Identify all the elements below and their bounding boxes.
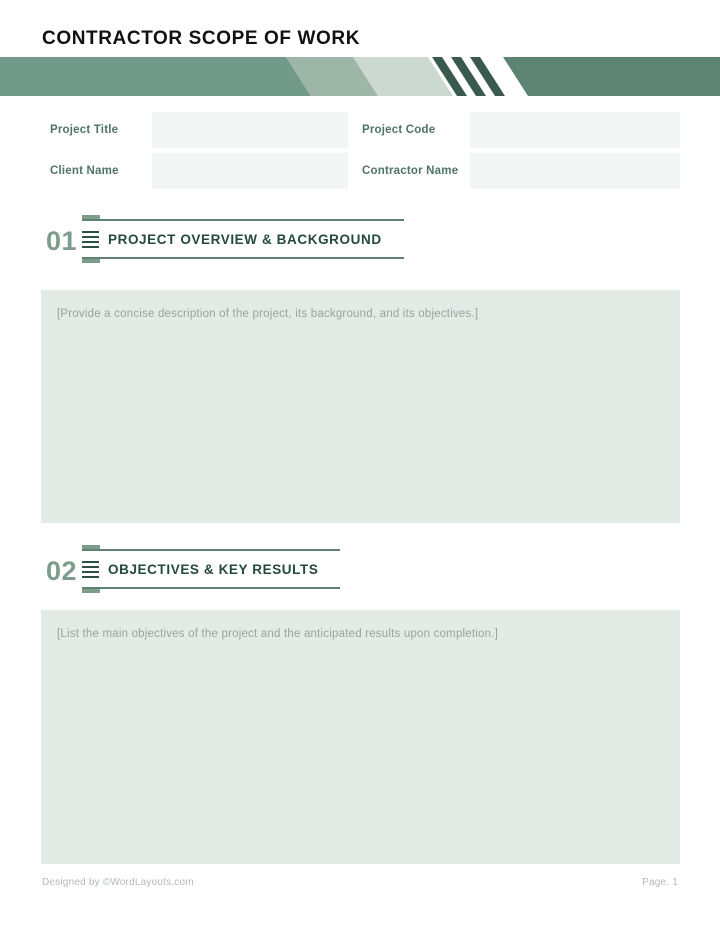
rule-line bbox=[82, 587, 340, 589]
contractor-name-input[interactable] bbox=[470, 153, 680, 189]
contractor-name-label: Contractor Name bbox=[362, 165, 459, 177]
dash-accent bbox=[82, 545, 100, 549]
section-lines-icon bbox=[82, 231, 99, 248]
section-1-content-area[interactable] bbox=[41, 290, 680, 523]
section-1-header bbox=[82, 219, 404, 259]
section-1-title: PROJECT OVERVIEW & BACKGROUND bbox=[108, 231, 382, 247]
footer-page-number: Page. 1 bbox=[642, 877, 678, 888]
dash-accent bbox=[82, 259, 100, 263]
banner-stripe-graphic bbox=[0, 57, 720, 96]
section-2-title: OBJECTIVES & KEY RESULTS bbox=[108, 561, 319, 577]
rule-line bbox=[82, 219, 404, 221]
section-1-placeholder: [Provide a concise description of the project, its background, and its objectives.] bbox=[57, 308, 479, 320]
section-1-number: 01 bbox=[46, 226, 78, 256]
section-2-header bbox=[82, 549, 340, 589]
dash-accent bbox=[82, 589, 100, 593]
project-code-input[interactable] bbox=[470, 112, 680, 148]
section-2-placeholder: [List the main objectives of the project and the anticipated results upon completion.] bbox=[57, 628, 499, 640]
page-title: CONTRACTOR SCOPE OF WORK bbox=[42, 28, 361, 49]
project-code-label: Project Code bbox=[362, 124, 436, 136]
rule-line bbox=[82, 257, 404, 259]
section-lines-icon bbox=[82, 561, 99, 578]
dash-accent bbox=[82, 215, 100, 219]
project-title-label: Project Title bbox=[50, 124, 119, 136]
section-2-content-area[interactable] bbox=[41, 610, 680, 864]
client-name-input[interactable] bbox=[152, 153, 348, 189]
client-name-label: Client Name bbox=[50, 165, 119, 177]
footer-credit: Designed by ©WordLayouts.com bbox=[42, 877, 194, 888]
rule-line bbox=[82, 549, 340, 551]
project-title-input[interactable] bbox=[152, 112, 348, 148]
section-2-number: 02 bbox=[46, 556, 78, 586]
page-footer bbox=[42, 877, 678, 888]
